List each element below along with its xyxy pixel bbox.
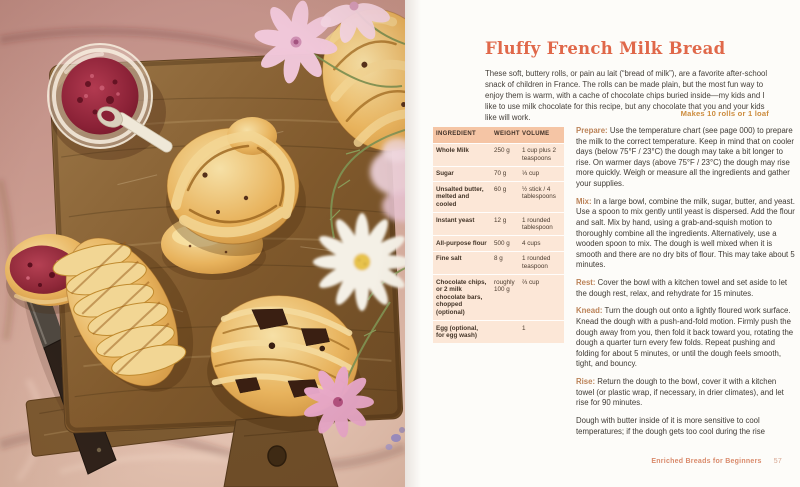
table-row [433,275,564,321]
step-label: Mix: [576,196,592,206]
recipe-intro: These soft, buttery rolls, or pain au lait (“bread of milk”), are a favorite after-school snack of children in France. The rolls can be made plain, but the most fun way to enjoy them is warm, with a cache of chocolate chips buried inside—my kids and I like to use milk chocolate for this recipe, but any chocolate that you and your kids like will work. [485,68,768,122]
step-text: In a large bowl, combine the milk, sugar, butter, and yeast. Use a spoon to mix gently until yeast is dispersed. Add the flour and salt. Mix by hand, using a grab-and-squish motion to thoroughly combine all the ingredients. Alternatively, use a wooden spoon to mix. The dough is well mixed when it is smooth and there are no dry bits of flour. This may take about 5 minutes. [576,196,795,270]
step-note [576,416,796,437]
table-row [433,251,564,274]
footer-section-title: Enriched Breads for Beginners [651,458,762,465]
step-knead [576,306,796,370]
ingredient-volume: 1 [519,321,564,344]
ingredient-volume: 1 rounded tablespoon [519,213,564,236]
col-header-weight: WEIGHT [491,127,519,143]
step-text: Use the temperature chart (see page 000) to prepare the milk to the correct temperature. Keep in mind that on cooler days (below 75°F / 23°C) the dough may take a bit longer to rise. On warmer days (above 75°F / 23°C) the dough may rise more quickly. Weigh or measure all the ingredients and gather your supplies. [576,126,794,188]
ingredient-volume: ⅔ cup [519,275,564,321]
step-mix [576,197,796,271]
ingredient-weight [491,321,519,344]
recipe-page [405,0,800,487]
table-row [433,236,564,252]
ingredient-weight: roughly 100 g [491,275,519,321]
table-row [433,182,564,213]
ingredient-name: All-purpose flour [433,236,491,252]
table-row [433,321,564,344]
ingredient-weight: 70 g [491,166,519,182]
page-footer [651,458,782,465]
table-header-row [433,127,564,143]
step-text: Dough with butter inside of it is more sensitive to cool temperatures; if the dough gets too cool during the rise [576,416,765,436]
table-row [433,166,564,182]
recipe-title: Fluffy French Milk Bread [485,39,726,59]
ingredient-name: Fine salt [433,251,491,274]
ingredient-name: Chocolate chips, or 2 milk chocolate bars, chopped (optional) [433,275,491,321]
page-number: 57 [773,458,782,465]
step-label: Rise: [576,377,596,387]
ingredient-volume: 1 cup plus 2 teaspoons [519,143,564,166]
table-row [433,143,564,166]
ingredient-weight: 60 g [491,182,519,213]
page-spine-shadow [405,0,421,487]
ingredient-name: Egg (optional, for egg wash) [433,321,491,344]
ingredient-weight: 250 g [491,143,519,166]
ingredients-table [433,127,564,343]
step-rise [576,377,796,409]
ingredient-weight: 500 g [491,236,519,252]
step-label: Prepare: [576,126,608,135]
col-header-ingredient: INGREDIENT [433,127,491,143]
step-label: Knead: [576,306,603,316]
step-rest [576,278,796,299]
ingredient-volume: ½ stick / 4 tablespoons [519,182,564,213]
yield-note: Makes 10 rolls or 1 loaf [680,109,769,118]
ingredient-name: Whole Milk [433,143,491,166]
ingredient-volume: 1 rounded teaspoon [519,251,564,274]
step-text: Return the dough to the bowl, cover it with a kitchen towel (or plastic wrap, if necessary, in drier climates), and let rise for 90 minutes. [576,377,784,408]
ingredient-weight: 8 g [491,251,519,274]
step-text: Turn the dough out onto a lightly floured work surface. Knead the dough with a push-and-fold motion. Firmly push the dough away from you, then fold it back toward you, rotating the dough a quarter turn every few folds. Repeat pushing and folding for about 5 minutes, or until the dough feels smooth, tight, and bouncy. [576,306,794,369]
step-text: Cover the bowl with a kitchen towel and set aside to let the dough rest, relax, and rehydrate for 15 minutes. [576,278,788,298]
ingredient-name: Sugar [433,166,491,182]
col-header-volume: VOLUME [519,127,564,143]
ingredient-volume: ⅓ cup [519,166,564,182]
instructions-column [576,126,796,445]
step-label: Rest: [576,278,596,288]
ingredient-volume: 4 cups [519,236,564,252]
table-row [433,213,564,236]
ingredient-weight: 12 g [491,213,519,236]
ingredient-name: Unsalted butter, melted and cooled [433,182,491,213]
step-prepare [576,126,796,190]
ingredient-name: Instant yeast [433,213,491,236]
